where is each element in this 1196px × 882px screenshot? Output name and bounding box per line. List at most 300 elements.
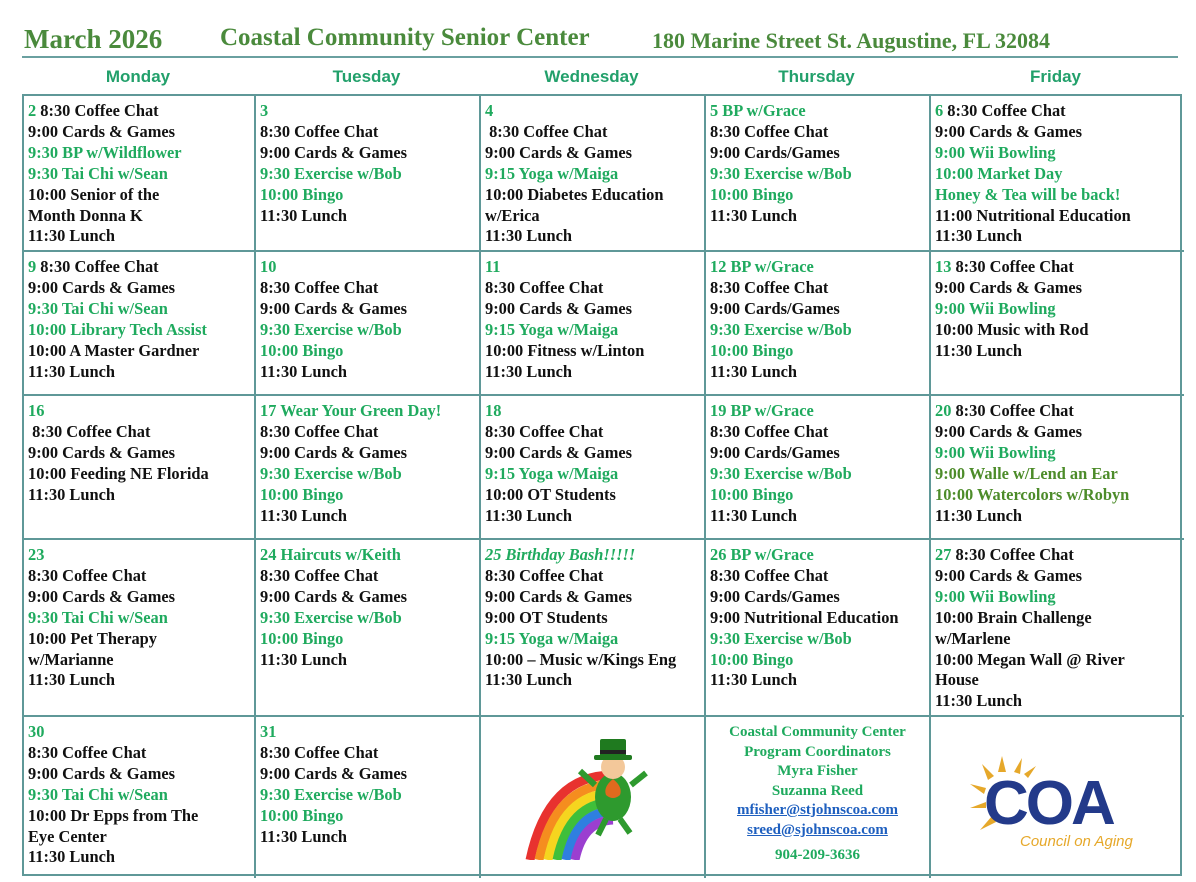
day-cell: [24, 252, 256, 396]
month-title: March 2026: [24, 24, 163, 54]
event-text: 9:30 Tai Chi w/Sean: [28, 607, 168, 627]
event-text: 9:00 OT Students: [485, 607, 608, 627]
day-cell: [931, 96, 1184, 252]
day-cell: [706, 96, 931, 252]
event-line: [485, 185, 700, 206]
event-line: [260, 827, 475, 848]
event-text: 11:30 Lunch: [260, 205, 347, 225]
event-text: 8:30 Coffee Chat: [710, 565, 829, 585]
event-text: 9:00 Cards & Games: [28, 586, 176, 606]
event-line: [28, 629, 250, 650]
event-line: [260, 743, 475, 764]
coordinator-name-1: Myra Fisher: [777, 763, 858, 779]
event-text: 9:30 Tai Chi w/Sean: [28, 784, 168, 804]
event-line: [260, 485, 475, 506]
event-text: 9:15 Yoga w/Maiga: [485, 628, 619, 648]
day-number: 12: [710, 257, 727, 276]
event-text: Month Donna K: [28, 205, 143, 225]
event-text: Wear Your Green Day!: [276, 401, 442, 420]
event-text: 9:15 Yoga w/Maiga: [485, 463, 619, 483]
event-line: [260, 443, 475, 464]
center-address: 180 Marine Street St. Augustine, FL 32084: [652, 28, 1051, 53]
event-line: [260, 650, 475, 671]
day-number: 6: [935, 101, 944, 120]
leprechaun-rainbow-illustration: [481, 717, 706, 878]
event-line: [710, 299, 925, 320]
event-line: [260, 257, 475, 278]
event-line: [710, 320, 925, 341]
day-number: 3: [260, 101, 269, 120]
program-coordinators-box: [706, 717, 931, 878]
event-text: w/Erica: [485, 205, 540, 225]
event-text: 9:00 Cards & Games: [260, 442, 408, 462]
event-line: [260, 401, 475, 422]
event-text: 10:00 Bingo: [260, 484, 344, 504]
event-text: 11:30 Lunch: [260, 826, 347, 846]
event-line: [28, 401, 250, 422]
event-line: [710, 401, 925, 422]
event-line: [28, 362, 250, 383]
event-line: [28, 299, 250, 320]
event-line: [28, 164, 250, 185]
event-text: 11:30 Lunch: [935, 340, 1022, 360]
day-cell: [24, 96, 256, 252]
event-line: [710, 164, 925, 185]
event-text: 8:30 Coffee Chat: [710, 421, 829, 441]
event-text: 8:30 Coffee Chat: [260, 565, 379, 585]
event-text: 10:00 Music with Rod: [935, 319, 1089, 339]
event-text: 9:30 Exercise w/Bob: [710, 463, 852, 483]
event-text: 10:00 Market Day: [935, 163, 1063, 183]
event-text: 10:00 Bingo: [260, 628, 344, 648]
event-text: 9:30 Tai Chi w/Sean: [28, 163, 168, 183]
event-line: [485, 485, 700, 506]
event-text: 11:30 Lunch: [28, 484, 115, 504]
event-line: [28, 827, 250, 848]
event-line: [710, 278, 925, 299]
event-line: [28, 545, 250, 566]
event-line: [485, 164, 700, 185]
weekday-wednesday: Wednesday: [544, 67, 639, 86]
event-text: 8:30 Coffee Chat: [485, 565, 604, 585]
event-line: [710, 566, 925, 587]
event-text: 9:00 Cards & Games: [260, 142, 408, 162]
event-line: [710, 143, 925, 164]
event-line: [260, 566, 475, 587]
day-cell: [256, 252, 481, 396]
event-text: 9:00 Cards/Games: [710, 142, 840, 162]
event-line: [935, 691, 1180, 712]
event-text: 10:00 Bingo: [710, 484, 794, 504]
event-text: 9:00 Cards & Games: [485, 442, 633, 462]
event-line: [935, 206, 1180, 227]
event-text: 9:00 Cards & Games: [28, 121, 176, 141]
event-text: 10:00 Watercolors w/Robyn: [935, 484, 1130, 504]
event-text: BP w/Grace: [718, 101, 806, 120]
event-line: [935, 122, 1180, 143]
day-number: 19: [710, 401, 727, 420]
event-text: 11:30 Lunch: [935, 505, 1022, 525]
event-line: [260, 785, 475, 806]
event-line: [935, 320, 1180, 341]
event-line: [28, 485, 250, 506]
event-line: [28, 185, 250, 206]
event-text: 9:30 BP w/Wildflower: [28, 142, 182, 162]
day-number: 13: [935, 257, 952, 276]
event-line: [260, 185, 475, 206]
event-text: 10:00 Senior of the: [28, 184, 160, 204]
event-line: [28, 608, 250, 629]
event-line: [710, 341, 925, 362]
event-line: [485, 341, 700, 362]
event-text: 9:00 Walle w/Lend an Ear: [935, 463, 1118, 483]
event-line: [935, 101, 1180, 122]
event-line: [260, 764, 475, 785]
day-number: 24: [260, 545, 277, 564]
event-line: [935, 464, 1180, 485]
event-line: [710, 206, 925, 227]
event-line: [260, 608, 475, 629]
event-text: 10:00 Bingo: [710, 340, 794, 360]
event-text: 10:00 Pet Therapy: [28, 628, 157, 648]
event-line: [28, 806, 250, 827]
event-text: 11:00 Nutritional Education: [935, 205, 1131, 225]
event-text: 11:30 Lunch: [710, 205, 797, 225]
event-text: BP w/Grace: [726, 401, 814, 420]
event-line: [935, 587, 1180, 608]
day-number: 27: [935, 545, 952, 564]
event-line: [935, 545, 1180, 566]
event-text: 9:00 Wii Bowling: [935, 586, 1056, 606]
day-number: 30: [28, 722, 45, 741]
event-line: [710, 122, 925, 143]
event-line: [485, 401, 700, 422]
event-text: 9:30 Exercise w/Bob: [710, 628, 852, 648]
event-line: [260, 299, 475, 320]
event-line: [485, 226, 700, 247]
event-line: [485, 422, 700, 443]
event-line: [28, 320, 250, 341]
event-text: 8:30 Coffee Chat: [951, 545, 1074, 564]
day-cell: [931, 540, 1184, 717]
event-line: [710, 670, 925, 691]
day-cell: [706, 252, 931, 396]
event-line: [260, 362, 475, 383]
event-line: [935, 485, 1180, 506]
event-text: 8:30 Coffee Chat: [36, 101, 159, 120]
event-line: [935, 629, 1180, 650]
event-text: 9:30 Exercise w/Bob: [260, 607, 402, 627]
event-line: [260, 278, 475, 299]
event-line: [710, 485, 925, 506]
event-text: 11:30 Lunch: [485, 670, 572, 690]
event-line: [260, 341, 475, 362]
event-text: 9:00 Cards & Games: [935, 565, 1083, 585]
event-line: [260, 587, 475, 608]
event-text: 9:30 Exercise w/Bob: [260, 163, 402, 183]
event-text: 9:00 Cards & Games: [485, 298, 633, 318]
event-line: [260, 464, 475, 485]
event-line: [485, 143, 700, 164]
weekday-monday: Monday: [105, 67, 171, 86]
event-text: 10:00 Fitness w/Linton: [485, 340, 645, 360]
event-text: Honey & Tea will be back!: [935, 184, 1121, 204]
coordinator-phone: 904-209-3636: [775, 847, 860, 863]
day-number: 25: [485, 545, 502, 564]
day-cell: [24, 396, 256, 540]
event-line: [260, 320, 475, 341]
event-line: [28, 650, 250, 671]
event-line: [260, 206, 475, 227]
day-number: 5: [710, 101, 719, 120]
day-cell: [24, 540, 256, 717]
event-text: 11:30 Lunch: [28, 361, 115, 381]
day-cell: [256, 717, 481, 878]
event-text: 9:30 Exercise w/Bob: [260, 784, 402, 804]
event-text: Birthday Bash!!!!!: [501, 545, 636, 564]
event-line: [485, 464, 700, 485]
leprechaun-icon: [518, 735, 668, 860]
day-cell: [931, 252, 1184, 396]
event-line: [28, 206, 250, 227]
event-line: [485, 320, 700, 341]
event-text: 10:00 Brain Challenge: [935, 607, 1092, 627]
event-text: 11:30 Lunch: [485, 505, 572, 525]
day-cell: [256, 96, 481, 252]
event-text: 11:30 Lunch: [935, 226, 1022, 246]
event-text: Eye Center: [28, 826, 107, 846]
event-text: 10:00 Bingo: [710, 649, 794, 669]
event-line: [260, 722, 475, 743]
event-line: [710, 587, 925, 608]
event-line: [710, 506, 925, 527]
event-line: [485, 299, 700, 320]
event-text: 11:30 Lunch: [710, 670, 797, 690]
event-line: [710, 650, 925, 671]
event-text: 11:30 Lunch: [710, 505, 797, 525]
event-line: [260, 122, 475, 143]
event-line: [485, 122, 700, 143]
event-line: [260, 143, 475, 164]
weekday-friday: Friday: [1029, 67, 1082, 86]
coordinator-center-name: Coastal Community Center: [729, 724, 906, 740]
event-line: [935, 257, 1180, 278]
event-text: 9:30 Exercise w/Bob: [710, 163, 852, 183]
event-line: [485, 443, 700, 464]
day-number: 18: [485, 401, 502, 420]
event-line: [485, 506, 700, 527]
calendar-grid: [22, 94, 1182, 876]
weekday-tuesday: Tuesday: [332, 67, 401, 86]
event-text: 9:00 Cards & Games: [485, 142, 633, 162]
event-text: 8:30 Coffee Chat: [943, 101, 1066, 120]
event-line: [260, 422, 475, 443]
event-text: 8:30 Coffee Chat: [485, 421, 604, 441]
day-cell: [481, 252, 706, 396]
event-line: [935, 226, 1180, 247]
day-number: 20: [935, 401, 952, 420]
event-text: 9:00 Cards & Games: [935, 121, 1083, 141]
event-line: [28, 122, 250, 143]
event-line: [485, 608, 700, 629]
event-line: [935, 299, 1180, 320]
event-text: 11:30 Lunch: [28, 670, 115, 690]
coordinator-title: Program Coordinators: [744, 743, 891, 760]
day-cell: [481, 396, 706, 540]
event-line: [935, 443, 1180, 464]
event-text: 11:30 Lunch: [260, 505, 347, 525]
event-text: 8:30 Coffee Chat: [485, 121, 608, 141]
event-line: [260, 506, 475, 527]
event-text: 9:15 Yoga w/Maiga: [485, 163, 619, 183]
event-line: [28, 743, 250, 764]
event-line: [260, 545, 475, 566]
event-line: [710, 608, 925, 629]
event-line: [935, 185, 1180, 206]
event-text: 11:30 Lunch: [485, 226, 572, 246]
event-line: [28, 587, 250, 608]
event-line: [28, 722, 250, 743]
day-cell: [481, 96, 706, 252]
event-line: [710, 629, 925, 650]
event-text: 9:30 Exercise w/Bob: [710, 319, 852, 339]
event-text: 8:30 Coffee Chat: [710, 121, 829, 141]
event-text: 9:00 Cards & Games: [935, 277, 1083, 297]
day-number: 16: [28, 401, 45, 420]
event-line: [260, 164, 475, 185]
event-line: [28, 143, 250, 164]
event-text: 9:00 Cards & Games: [28, 442, 176, 462]
center-name: Coastal Community Senior Center: [220, 24, 590, 51]
coordinator-email-2-link[interactable]: sreed@sjohnscoa.com: [747, 821, 888, 838]
event-text: 9:30 Exercise w/Bob: [260, 319, 402, 339]
event-line: [710, 362, 925, 383]
event-line: [710, 185, 925, 206]
event-text: 8:30 Coffee Chat: [28, 565, 147, 585]
weekday-header-row: [22, 64, 1182, 92]
day-number: 10: [260, 257, 277, 276]
event-text: 8:30 Coffee Chat: [28, 421, 151, 441]
event-line: [935, 278, 1180, 299]
event-line: [935, 422, 1180, 443]
event-line: [260, 629, 475, 650]
event-line: [28, 785, 250, 806]
day-number: 4: [485, 101, 494, 120]
event-text: 8:30 Coffee Chat: [710, 277, 829, 297]
event-text: 8:30 Coffee Chat: [260, 277, 379, 297]
event-line: [935, 143, 1180, 164]
event-text: 10:00 Megan Wall @ River: [935, 649, 1125, 669]
event-line: [28, 257, 250, 278]
event-text: 11:30 Lunch: [710, 361, 797, 381]
logo-mark: COA: [983, 768, 1113, 838]
event-text: BP w/Grace: [726, 545, 814, 564]
event-text: House: [935, 670, 979, 690]
event-text: 9:15 Yoga w/Maiga: [485, 319, 619, 339]
event-text: 10:00 Diabetes Education: [485, 184, 664, 204]
coa-logo: [931, 717, 1184, 878]
event-text: 8:30 Coffee Chat: [260, 421, 379, 441]
event-text: 9:00 Cards/Games: [710, 298, 840, 318]
event-text: 11:30 Lunch: [260, 361, 347, 381]
coordinator-email-1-link[interactable]: mfisher@stjohnscoa.com: [736, 802, 898, 818]
event-text: 8:30 Coffee Chat: [260, 121, 379, 141]
event-text: 10:00 – Music w/Kings Eng: [485, 649, 677, 669]
event-line: [260, 101, 475, 122]
event-text: 10:00 Feeding NE Florida: [28, 463, 209, 483]
event-text: 9:00 Cards & Games: [260, 763, 408, 783]
day-number: 31: [260, 722, 277, 741]
event-line: [28, 764, 250, 785]
event-line: [710, 257, 925, 278]
event-text: 10:00 Bingo: [710, 184, 794, 204]
event-text: 9:00 Wii Bowling: [935, 142, 1056, 162]
event-line: [260, 806, 475, 827]
event-text: 8:30 Coffee Chat: [951, 257, 1074, 276]
day-cell: [706, 396, 931, 540]
page-header: [22, 22, 1178, 58]
event-line: [935, 164, 1180, 185]
day-cell: [256, 396, 481, 540]
event-text: 8:30 Coffee Chat: [28, 742, 147, 762]
event-text: 9:30 Exercise w/Bob: [260, 463, 402, 483]
event-line: [485, 587, 700, 608]
event-line: [935, 650, 1180, 671]
event-text: 9:00 Cards & Games: [260, 586, 408, 606]
event-text: 10:00 Bingo: [260, 805, 344, 825]
event-line: [485, 206, 700, 227]
day-number: 23: [28, 545, 45, 564]
event-text: 9:00 Cards & Games: [260, 298, 408, 318]
event-text: 9:00 Nutritional Education: [710, 607, 899, 627]
day-cell: [706, 540, 931, 717]
event-text: 10:00 Bingo: [260, 184, 344, 204]
day-number: 26: [710, 545, 727, 564]
event-text: 10:00 A Master Gardner: [28, 340, 200, 360]
event-text: 9:00 Cards & Games: [935, 421, 1083, 441]
event-line: [485, 257, 700, 278]
event-line: [485, 650, 700, 671]
event-line: [28, 670, 250, 691]
event-text: 8:30 Coffee Chat: [260, 742, 379, 762]
event-line: [935, 506, 1180, 527]
event-line: [28, 847, 250, 868]
event-line: [710, 101, 925, 122]
event-line: [485, 566, 700, 587]
event-text: 10:00 Library Tech Assist: [28, 319, 207, 339]
coordinator-name-2: Suzanna Reed: [771, 782, 864, 799]
day-cell: [481, 540, 706, 717]
event-text: 8:30 Coffee Chat: [36, 257, 159, 276]
event-line: [28, 226, 250, 247]
event-line: [28, 464, 250, 485]
event-text: 8:30 Coffee Chat: [485, 277, 604, 297]
event-line: [710, 464, 925, 485]
event-text: 11:30 Lunch: [28, 847, 115, 867]
event-line: [710, 443, 925, 464]
day-cell: [256, 540, 481, 717]
event-line: [485, 362, 700, 383]
event-line: [485, 101, 700, 122]
event-text: 9:30 Tai Chi w/Sean: [28, 298, 168, 318]
day-number: 17: [260, 401, 277, 420]
day-cell: [931, 396, 1184, 540]
event-text: 9:00 Cards & Games: [485, 586, 633, 606]
event-text: 10:00 Dr Epps from The: [28, 805, 199, 825]
event-line: [28, 422, 250, 443]
event-line: [935, 608, 1180, 629]
event-line: [485, 629, 700, 650]
